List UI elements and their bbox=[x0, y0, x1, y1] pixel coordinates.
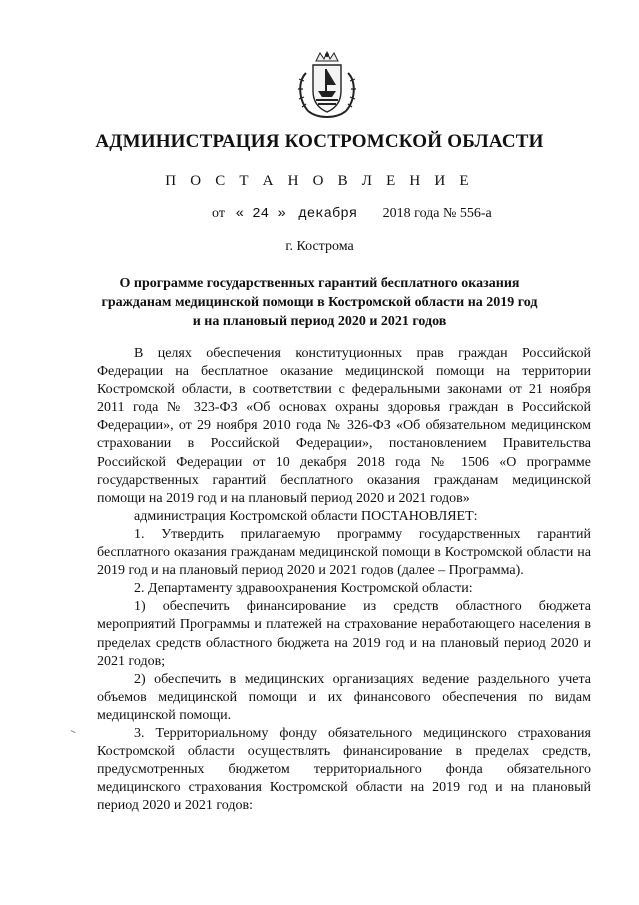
body-paragraph: администрация Костромской области ПОСТАНОВЛЯЕТ: bbox=[134, 508, 478, 524]
date-year-number: 2018 года № 556-а bbox=[382, 206, 492, 221]
date-day: « 24 » bbox=[235, 206, 286, 222]
city-line: г. Кострома bbox=[285, 239, 354, 254]
body-paragraph: 2) обеспечить в медицинских организациях ведение раздельного учета объемов медицинской помощи и их финансового обеспечения по видам медицинской помощи. bbox=[97, 671, 591, 723]
body-paragraph: В целях обеспечения конституционных прав граждан Российской Федерации на бесплатное оказание медицинской помощи на территории Костромской области, в соответствии с федеральными законами от 21 ноября 2011 года № 323-ФЗ «Об основах охраны здоровья граждан в Российской Федерации», от 29 ноября 2010 года № 326-ФЗ «Об обязательном медицинском страховании в Российской Федерации», постановлением Правительства Российской Федерации от 10 декабря 2018 года № 1506 «О программе государственных гарантий бесплатного оказания гражданам медицинской помощи на 2019 год и на плановый период 2020 и 2021 годов» bbox=[97, 346, 591, 506]
kostroma-region-coat-of-arms-icon bbox=[294, 51, 360, 123]
body-paragraph: 1. Утвердить прилагаемую программу государственных гарантий бесплатного оказания гражданам медицинской помощи в Костромской области на 2019 год и на плановый период 2020 и 2021 годов (далее – Программа). bbox=[97, 526, 591, 579]
date-month: декабря bbox=[298, 206, 358, 222]
subject-line: гражданам медицинской помощи в Костромской области на 2019 год bbox=[101, 295, 538, 310]
organization-title: АДМИНИСТРАЦИЯ КОСТРОМСКОЙ ОБЛАСТИ bbox=[95, 131, 544, 152]
body-paragraph: 1) обеспечить финансирование из средств областного бюджета мероприятий Программы и платежей на страхование неработающего населения в пределах средств областного бюджета на 2019 год и на плановый период 2020 и 2021 годов; bbox=[97, 599, 591, 669]
date-prefix: от bbox=[212, 206, 225, 221]
body-paragraph: 2. Департаменту здравоохранения Костромской области: bbox=[134, 581, 473, 597]
scan-mark bbox=[69, 730, 75, 736]
subject-line: О программе государственных гарантий бесплатного оказания bbox=[119, 276, 520, 291]
document-type-heading: П О С Т А Н О В Л Е Н И Е bbox=[165, 173, 474, 189]
document-subject bbox=[0, 274, 639, 331]
document-date-line bbox=[212, 206, 492, 222]
body-paragraph: 3. Территориальному фонду обязательного медицинского страхования Костромской области осуществлять финансирование в пределах средств, предусмотренных бюджетом территориального фонда обязательного медицинского страхования Костромской области на 2019 год и на плановый период 2020 и 2021 годов: bbox=[97, 725, 591, 814]
subject-line: и на плановый период 2020 и 2021 годов bbox=[192, 314, 447, 329]
document-body bbox=[97, 345, 591, 815]
